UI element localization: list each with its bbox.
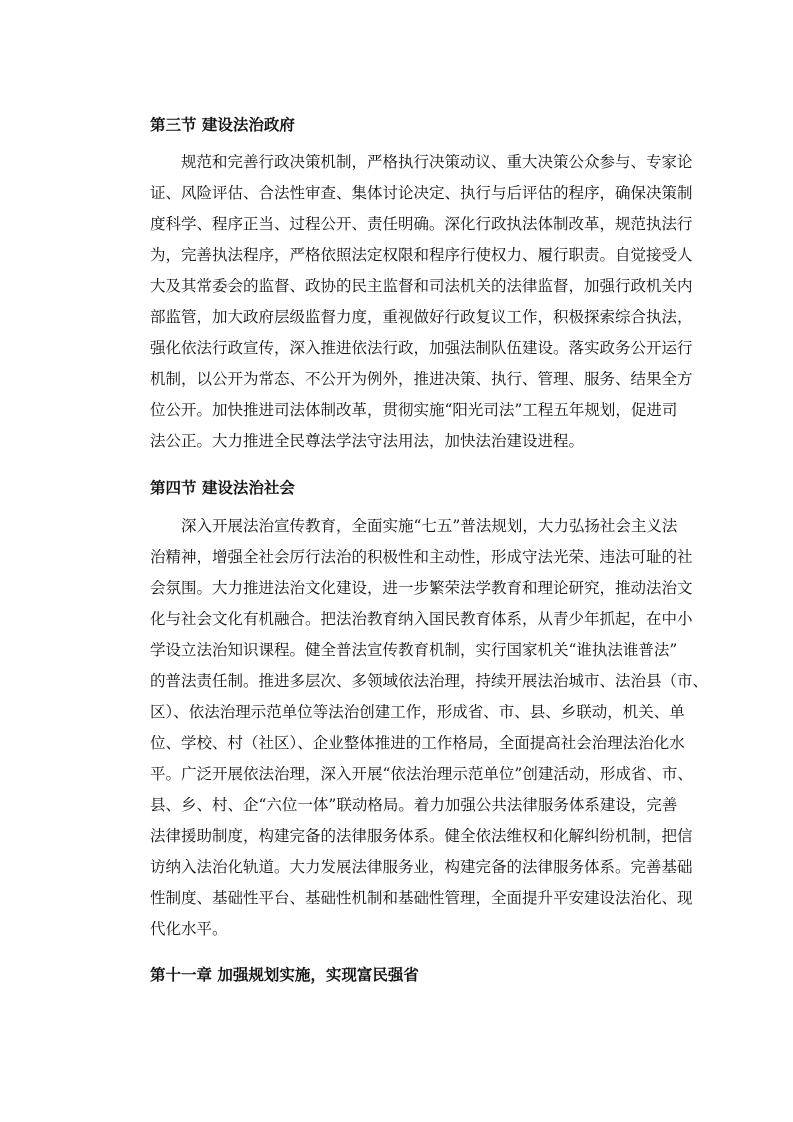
paragraph-line: 位公开。加快推进司法体制改革，贯彻实施“阳光司法”工程五年规划，促进司 [150, 401, 678, 419]
section-4-paragraph [150, 511, 709, 945]
paragraph-line: 法律援助制度，构建完备的法律服务体系。健全依法维权和化解纠纷机制，把信 [150, 827, 693, 845]
paragraph-line: 证、风险评估、合法性审查、集体讨论决定、执行与后评估的程序，确保决策制 [150, 184, 693, 202]
paragraph-line: 大及其常委会的监督、政协的民主监督和司法机关的法律监督，加强行政机关内 [150, 277, 693, 295]
paragraph-line: 区）、依法治理示范单位等法治创建工作，形成省、市、县、乡联动，机关、单 [150, 703, 685, 721]
paragraph-line: 访纳入法治化轨道。大力发展法律服务业，构建完备的法律服务体系。完善基础 [150, 858, 693, 876]
paragraph-line: 为，完善执法程序，严格依照法定权限和程序行使权力、履行职责。自觉接受人 [150, 246, 693, 264]
paragraph-line: 化与社会文化有机融合。把法治教育纳入国民教育体系，从青少年抓起，在中小 [150, 610, 693, 628]
chapter-heading: 第十一章 加强规划实施，实现富民强省 [150, 966, 419, 984]
paragraph-line: 位、学校、村（社区）、企业整体推进的工作格局，全面提高社会治理法治化水 [150, 734, 685, 752]
section-heading-4: 第四节 建设法治社会 [150, 479, 295, 497]
section-heading-3: 第三节 建设法治政府 [150, 116, 295, 134]
paragraph-line: 平。广泛开展依法治理，深入开展“依法治理示范单位”创建活动，形成省、市、 [150, 765, 693, 783]
paragraph-line: 代化水平。 [150, 920, 228, 938]
paragraph-line: 强化依法行政宣传，深入推进依法行政，加强法制队伍建设。落实政务公开运行 [150, 339, 693, 357]
paragraph-line: 机制，以公开为常态、不公开为例外，推进决策、执行、管理、服务、结果全方 [150, 370, 693, 388]
paragraph-line: 度科学、程序正当、过程公开、责任明确。深化行政执法体制改革，规范执法行 [150, 215, 693, 233]
paragraph-line: 的普法责任制。推进多层次、多领域依法治理，持续开展法治城市、法治县（市、 [150, 672, 709, 690]
paragraph-line: 规范和完善行政决策机制，严格执行决策动议、重大决策公众参与、专家论 [181, 153, 693, 171]
paragraph-line: 法公正。大力推进全民尊法学法守法用法，加快法治建设进程。 [150, 432, 585, 450]
paragraph-line: 部监管，加大政府层级监督力度，重视做好行政复议工作，积极探索综合执法， [150, 308, 693, 326]
paragraph-line: 深入开展法治宣传教育，全面实施“七五”普法规划，大力弘扬社会主义法 [181, 517, 678, 535]
paragraph-line: 县、乡、村、企“六位一体”联动格局。着力加强公共法律服务体系建设，完善 [150, 796, 678, 814]
paragraph-line: 学设立法治知识课程。健全普法宣传教育机制，实行国家机关“谁执法谁普法” [150, 641, 678, 659]
section-3-paragraph [150, 147, 693, 457]
paragraph-line: 会氛围。大力推进法治文化建设，进一步繁荣法学教育和理论研究，推动法治文 [150, 579, 693, 597]
paragraph-line: 治精神，增强全社会厉行法治的积极性和主动性，形成守法光荣、违法可耻的社 [150, 548, 693, 566]
paragraph-line: 性制度、基础性平台、基础性机制和基础性管理，全面提升平安建设法治化、现 [150, 889, 693, 907]
